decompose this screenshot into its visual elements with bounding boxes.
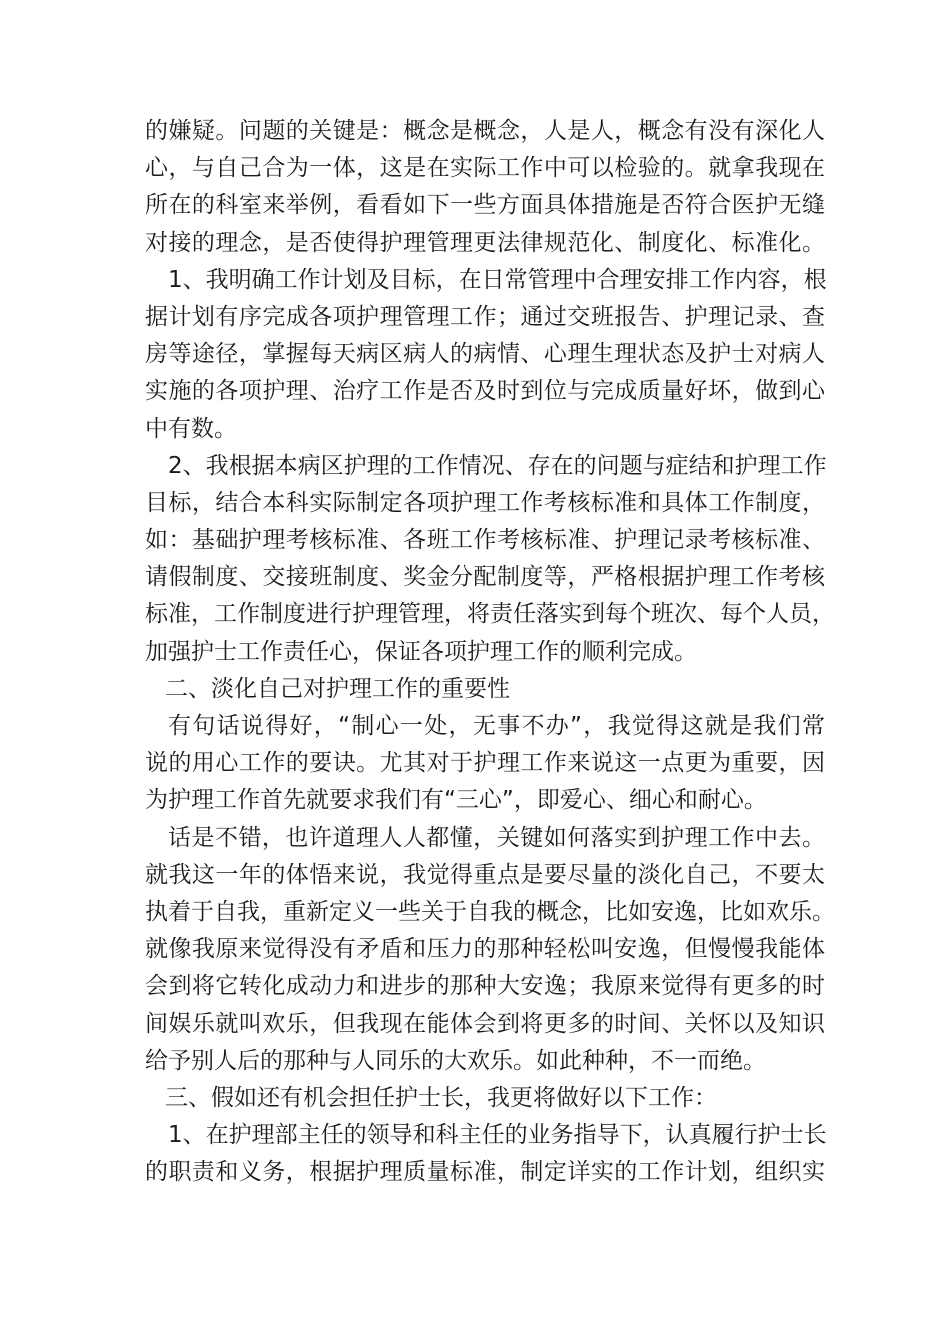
- text-line: 2、我根据本病区护理的工作情况、存在的问题与症结和护理工作: [168, 452, 827, 479]
- text-line: 二、淡化自己对护理工作的重要性: [165, 675, 510, 702]
- text-line: 1、我明确工作计划及目标，在日常管理中合理安排工作内容，根: [168, 266, 827, 293]
- text-line: 所在的科室来举例，看看如下一些方面具体措施是否符合医护无缝: [145, 192, 825, 219]
- text-line: 实施的各项护理、治疗工作是否及时到位与完成质量好坏，做到心: [145, 378, 825, 405]
- text-line: 会到将它转化成动力和进步的那种大安逸；我原来觉得有更多的时: [145, 973, 825, 1000]
- document-body: [145, 113, 835, 1191]
- text-line: 的嫌疑。问题的关键是：概念是概念，人是人，概念有没有深化人: [145, 118, 825, 144]
- text-line: 请假制度、交接班制度、奖金分配制度等，严格根据护理工作考核: [145, 564, 825, 591]
- text-line: 加强护士工作责任心，保证各项护理工作的顺利完成。: [145, 638, 697, 665]
- text-line: 就我这一年的体悟来说，我觉得重点是要尽量的淡化自己，不要太: [145, 861, 825, 888]
- text-line: 目标，结合本科实际制定各项护理工作考核标准和具体工作制度，: [145, 489, 825, 516]
- text-line: 对接的理念，是否使得护理管理更法律规范化、制度化、标准化。: [145, 229, 825, 256]
- text-line: 标准，工作制度进行护理管理，将责任落实到每个班次、每个人员，: [145, 601, 835, 628]
- text-line: 就像我原来觉得没有矛盾和压力的那种轻松叫安逸，但慢慢我能体: [145, 936, 825, 963]
- text-line: 间娱乐就叫欢乐，但我现在能体会到将更多的时间、关怀以及知识: [145, 1010, 825, 1037]
- text-line: 如：基础护理考核标准、各班工作考核标准、护理记录考核标准、: [145, 527, 825, 554]
- text-line: 执着于自我，重新定义一些关于自我的概念，比如安逸，比如欢乐。: [145, 898, 835, 925]
- text-line: 给予别人后的那种与人同乐的大欢乐。如此种种，不一而绝。: [145, 1047, 766, 1074]
- text-line: 三、假如还有机会担任护士长，我更将做好以下工作：: [165, 1084, 717, 1111]
- text-line: 1、在护理部主任的领导和科主任的业务指导下，认真履行护士长: [168, 1122, 827, 1149]
- text-line: 为护理工作首先就要求我们有“三心”，即爱心、细心和耐心。: [145, 787, 767, 814]
- text-line: 房等途径，掌握每天病区病人的病情、心理生理状态及护士对病人: [145, 341, 825, 368]
- text-line: 据计划有序完成各项护理管理工作；通过交班报告、护理记录、查: [145, 303, 825, 330]
- text-line: 有句话说得好，“制心一处，无事不办”，我觉得这就是我们常: [168, 713, 825, 739]
- text-line: 的职责和义务，根据护理质量标准，制定详实的工作计划，组织实: [145, 1159, 825, 1186]
- text-line: 话是不错，也许道理人人都懂，关键如何落实到护理工作中去。: [168, 824, 825, 851]
- text-line: 中有数。: [145, 415, 237, 442]
- text-line: 说的用心工作的要诀。尤其对于护理工作来说这一点更为重要，因: [145, 750, 825, 777]
- text-line: 心，与自己合为一体，这是在实际工作中可以检验的。就拿我现在: [145, 155, 825, 182]
